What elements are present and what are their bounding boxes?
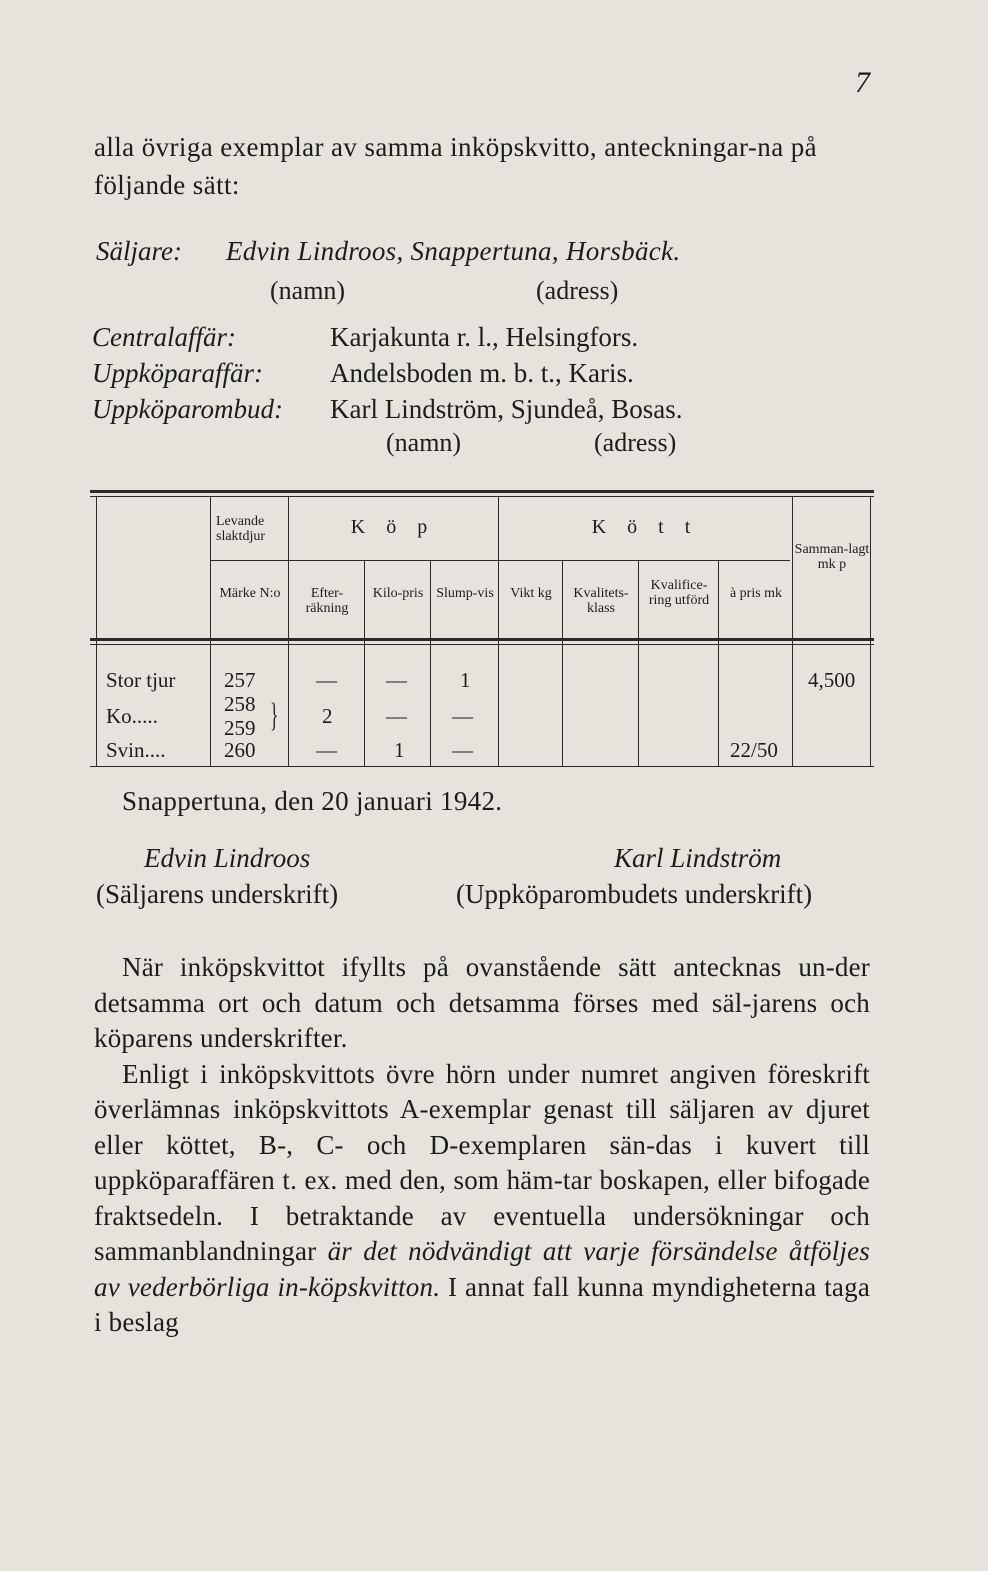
seller-signature-caption: (Säljarens underskrift) — [96, 879, 339, 909]
paragraph-2 — [94, 1057, 870, 1341]
row2-brace-icon: } — [270, 697, 279, 734]
date-line: Snappertuna, den 20 januari 1942. — [122, 786, 503, 816]
header-efterrakning: Efter-räkning — [305, 586, 349, 616]
header-vikt: Vikt kg — [510, 586, 552, 601]
body-text — [94, 950, 870, 1341]
row3-efter: — — [316, 738, 337, 762]
row3-kilopris: 1 — [394, 738, 405, 762]
header-kott: K ö t t — [591, 516, 699, 538]
header-kvalitetsklass: Kvalitets-klass — [573, 586, 629, 616]
header-slumpvis: Slump-vis — [436, 586, 494, 601]
seller-label: Säljare: — [96, 236, 182, 266]
header-kvalificering: Kvalifice-ring utförd — [648, 578, 710, 608]
seller-caption-name: (namn) — [270, 276, 346, 305]
row2-kilopris: — — [386, 704, 407, 728]
paragraph-2-plain: Enligt i inköpskvittots övre hörn under numret angiven föreskrift överlämnas inköpskvittots A-exemplar genast till säljaren av djuret eller köttet, B-, C- och D-exemplaren sän-das i kuvert till uppköparaffären t. ex. med den, som häm-tar boskapen, eller bifogade fraktsedeln. I betraktande av eventuella undersökningar och sammanblandningar — [94, 1058, 870, 1266]
seller-caption-address: (adress) — [536, 276, 619, 305]
row1-slump: 1 — [460, 668, 471, 692]
header-sammanlagt: Samman-lagt mk p — [794, 542, 870, 572]
agent-caption-name: (namn) — [386, 428, 462, 457]
header-marke: Märke N:o — [219, 586, 281, 601]
row2-marke: 258 — [224, 692, 256, 716]
row3-marke: 260 — [224, 738, 256, 762]
header-a-pris: à pris mk — [729, 586, 783, 601]
paragraph-2-italic: är det nödvändigt att varje försändelse åtföljes av vederbörliga in-köpskvitton. — [94, 1236, 870, 1302]
agent-caption-address: (adress) — [594, 428, 677, 457]
receipt-table — [90, 490, 874, 770]
paragraph-1: När inköpskvittot ifyllts på ovanstående sätt antecknas un-der detsamma ort och datum och detsamma förses med säl-jarens och köparens underskrifter. — [94, 952, 870, 1053]
row2-efter: 2 — [322, 704, 333, 728]
intro-text: alla övriga exemplar av samma inköpskvitto, anteckningar-na på följande sätt: — [94, 132, 818, 200]
row-label-ko: Ko..... — [106, 704, 158, 728]
agent-signature-name: Karl Lindström — [614, 843, 782, 873]
header-kilopris: Kilo-pris — [372, 586, 424, 601]
row1-marke: 257 — [224, 668, 256, 692]
central-label: Centralaffär: — [92, 322, 237, 352]
header-levande-slaktdjur: Levande slaktdjur — [216, 514, 265, 544]
row-label-stor-tjur: Stor tjur — [106, 668, 176, 692]
row-label-svin: Svin.... — [106, 738, 166, 762]
row1-summa: 4,500 — [808, 668, 856, 692]
header-kop: K ö p — [350, 516, 436, 538]
page-number: 7 — [855, 66, 870, 99]
paragraph-2-end: I annat fall kunna myndigheterna taga i beslag — [94, 1271, 870, 1337]
buyer-shop-value: Andelsboden m. b. t., Karis. — [330, 358, 634, 388]
seller-signature-name: Edvin Lindroos — [144, 843, 311, 873]
row3-a-pris: 22/50 — [730, 738, 778, 762]
row2-marke2: 259 — [224, 716, 256, 740]
central-value: Karjakunta r. l., Helsingfors. — [330, 322, 639, 352]
row2-slump: — — [452, 704, 473, 728]
seller-value: Edvin Lindroos, Snappertuna, Horsbäck. — [226, 236, 681, 266]
row1-efter: — — [316, 668, 337, 692]
agent-signature-caption: (Uppköparombudets underskrift) — [456, 879, 813, 909]
buyer-shop-label: Uppköparaffär: — [92, 358, 263, 388]
row1-kilopris: — — [386, 668, 407, 692]
buyer-agent-label: Uppköparombud: — [92, 394, 283, 424]
buyer-agent-value: Karl Lindström, Sjundeå, Bosas. — [330, 394, 683, 424]
row3-slump: — — [452, 738, 473, 762]
